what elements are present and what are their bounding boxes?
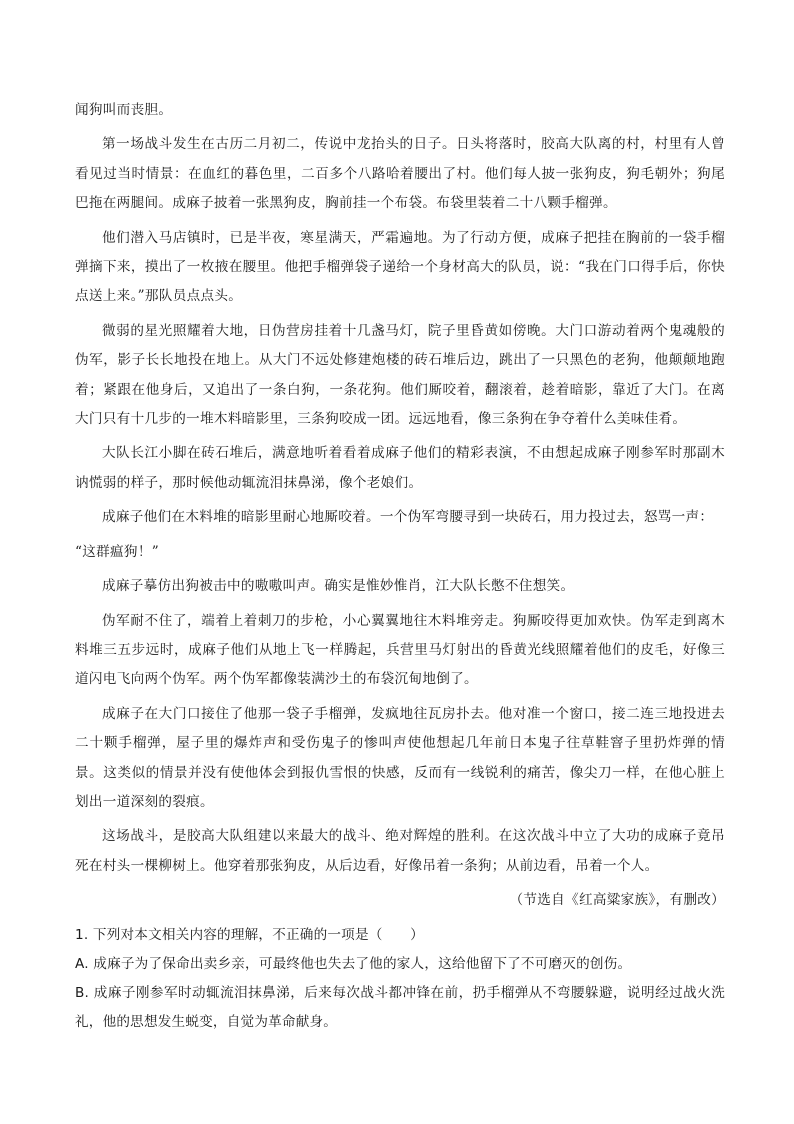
question-section [75,921,725,1037]
source-citation: （节选自《红高粱家族》，有删改） [509,892,725,909]
story-paragraph: 第一场战斗发生在古历二月初二，传说中龙抬头的日子。日头将落时，胶高大队离的村，村里有人曾看见过当时情景：在血红的暮色里，二百多个八路哈着腰出了村。他们每人披一张狗皮，狗毛朝外；狗尾巴拖在两腿间。成麻子披着一张黑狗皮，胸前挂一个布袋。布袋里装着二十八颗手榴弹。 [75,136,725,212]
story-excerpt [75,96,725,916]
story-paragraph: 成麻子他们在木料堆的暗影里耐心地厮咬着。一个伪军弯腰寻到一块砖石，用力投过去，怒骂一声： [102,509,714,526]
story-paragraph: 微弱的星光照耀着大地，日伪营房挂着十几盏马灯，院子里昏黄如傍晚。大门口游动着两个鬼魂般的伪军，影子长长地投在地上。从大门不远处修建炮楼的砖石堆后边，跳出了一只黑色的老狗，他颠颠地跑着；紧跟在他身后，又追出了一条白狗，一条花狗。他们厮咬着，翻滚着，趁着暗影，靠近了大门。在离大门只有十几步的一堆木料暗影里，三条狗咬成一团。远远地看，像三条狗在争夺着什么美味佳肴。 [75,322,725,428]
story-paragraph: “这群瘟狗！” [75,543,159,560]
story-paragraph: 成麻子摹仿出狗被击中的嗷嗷叫声。确实是惟妙惟肖，江大队长憋不住想笑。 [102,578,575,595]
story-paragraph: 闻狗叫而丧胆。 [75,102,173,118]
story-paragraph: 他们潜入马店镇时，已是半夜，寒星满天，严霜遍地。为了行动方便，成麻子把挂在胸前的一袋手榴弹摘下来，摸出了一枚掖在腰里。他把手榴弹袋子递给一个身材高大的队员，说：“我在门口得手后，你快点送上来。”那队员点点头。 [75,229,725,305]
story-paragraph: 成麻子在大门口接住了他那一袋子手榴弹，发疯地往瓦房扑去。他对准一个窗口，接二连三地投进去二十颗手榴弹，屋子里的爆炸声和受伤鬼子的惨叫声使他想起几年前日本鬼子往草鞋窨子里扔炸弹的情景。这类似的情景并没有使他体会到报仇雪恨的快感，反而有一线锐利的痛苦，像尖刀一样，在他心脏上划出一道深刻的裂痕。 [75,705,725,810]
story-paragraph: 伪军耐不住了，端着上着刺刀的步枪，小心翼翼地往木料堆旁走。狗厮咬得更加欢快。伪军走到离木料堆三五步远时，成麻子他们从地上飞一样腾起，兵营里马灯射出的昏黄光线照耀着他们的皮毛，好像三道闪电飞向两个伪军。两个伪军都像装满沙土的布袋沉甸地倒了。 [75,612,725,688]
question-stem: 1. 下列对本文相关内容的理解，不正确的一项是（ ） [75,926,424,943]
story-paragraph: 这场战斗，是胶高大队组建以来最大的战斗、绝对辉煌的胜利。在这次战斗中立了大功的成麻子竟吊死在村头一棵柳树上。他穿着那张狗皮，从后边看，好像吊着一条狗；从前边看，吊着一个人。 [75,828,725,874]
answer-option-b: B. 成麻子刚参军时动辄流泪抹鼻涕，后来每次战斗都冲锋在前，扔手榴弹从不弯腰躲避，说明经过战火洗礼，他的思想发生蜕变，自觉为革命献身。 [75,984,725,1030]
answer-option-a: A. 成麻子为了保命出卖乡亲，可最终他也失去了他的家人，这给他留下了不可磨灭的创伤。 [75,955,632,972]
story-paragraph: 大队长江小脚在砖石堆后，满意地听着看着成麻子他们的精彩表演，不由想起成麻子刚参军时那副木讷慌弱的样子，那时候他动辄流泪抹鼻涕，像个老娘们。 [75,445,725,491]
document-page [75,96,725,1037]
